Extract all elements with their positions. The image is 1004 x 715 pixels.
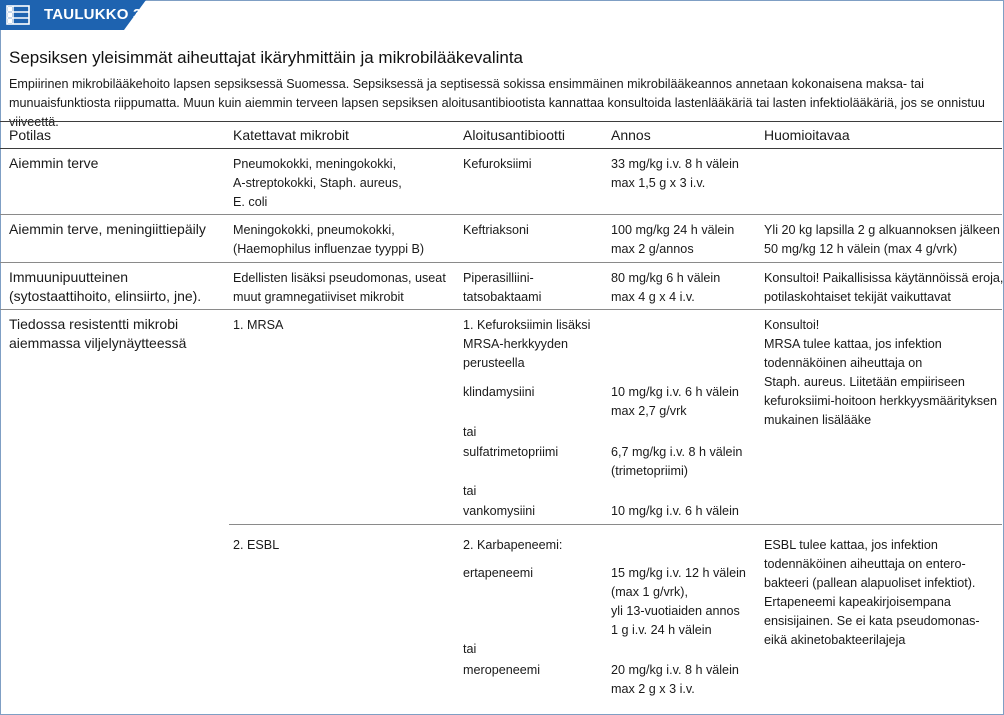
mrsa-notes: Konsultoi! MRSA tulee kattaa, jos infektion todennäköinen aiheuttaja on Staph. aureus. Liitetään empiiriseen kefuroksiimi-hoitoon herkkyysmäärityksen mukainen lisälääke — [764, 318, 998, 427]
header-notes: Huomioitavaa — [764, 127, 850, 143]
row3-dose: 80 mg/kg 6 h välein max 4 g x 4 i.v. — [611, 271, 721, 304]
row2-dose: 100 mg/kg 24 h välein max 2 g/annos — [611, 223, 735, 256]
header-antibiotic: Aloitusantibiootti — [463, 127, 565, 143]
mrsa-dose-2: 6,7 mg/kg i.v. 8 h välein (trimetopriimi) — [611, 445, 743, 478]
mrsa-or-2: tai — [463, 484, 477, 498]
row1-microbes: Pneumokokki, meningokokki, A-streptokokki, Staph. aureus, E. coli — [233, 157, 402, 209]
mrsa-drug-2: sulfatrimetopriimi — [463, 445, 559, 459]
row2-patient: Aiemmin terve, meningiittiepäily — [9, 221, 206, 237]
row2-rule — [0, 262, 1002, 263]
esbl-dose-1: 15 mg/kg i.v. 12 h välein (max 1 g/vrk), yli 13-vuotiaiden annos 1 g i.v. 24 h välein — [611, 566, 746, 637]
esbl-notes: ESBL tulee kattaa, jos infektion todennäköinen aiheuttaja on entero- bakteeri (pallean alapuoliset infektiot). Ertapeneemi kapeakirjoisempana ensisijainen. Se ei kata pseudomonas- eikä akinetobakteerilajeja — [764, 538, 980, 647]
mrsa-antibiotic-intro: 1. Kefuroksiimin lisäksi MRSA-herkkyyden perusteella — [463, 318, 591, 370]
header-patient: Potilas — [9, 127, 52, 143]
table-intro: Empiirinen mikrobilääkehoito lapsen sepsiksessä Suomessa. Sepsiksessä ja septisessä sokissa ensimmäinen mikrobilääkeannos annetaan kokonaisena maksa- tai munuaisfunktiosta riippumatta. Muun kuin aiemmin terveen lapsen sepsiksen aloitusantibiootista kannattaa konsultoida lastenlääkäriä tai lasten infektiolääkäriä, jos se onnistuu viiveettä. — [9, 77, 985, 129]
mrsa-dose-3: 10 mg/kg i.v. 6 h välein — [611, 504, 739, 518]
mrsa-microbe: 1. MRSA — [233, 318, 284, 332]
esbl-microbe: 2. ESBL — [233, 538, 280, 552]
esbl-drug-1: ertapeneemi — [463, 566, 534, 580]
mrsa-rule — [229, 524, 1002, 525]
esbl-dose-2: 20 mg/kg i.v. 8 h välein max 2 g x 3 i.v. — [611, 663, 739, 696]
row1-rule — [0, 214, 1002, 215]
table-tab — [0, 0, 146, 30]
row2-antibiotic: Keftriaksoni — [463, 223, 529, 237]
mrsa-or-1: tai — [463, 425, 477, 439]
mrsa-drug-1: klindamysiini — [463, 385, 535, 399]
row3-patient: Immuunipuutteinen (sytostaattihoito, elinsiirto, jne). — [9, 269, 202, 304]
row3-rule — [0, 309, 1002, 310]
mrsa-drug-3: vankomysiini — [463, 504, 536, 518]
row4-patient: Tiedossa resistentti mikrobi aiemmassa viljelynäytteessä — [9, 316, 187, 351]
esbl-or-1: tai — [463, 642, 477, 656]
row2-notes: Yli 20 kg lapsilla 2 g alkuannoksen jälkeen 50 mg/kg 12 h välein (max 4 g/vrk) — [764, 223, 1000, 256]
row1-dose: 33 mg/kg i.v. 8 h välein max 1,5 g x 3 i.v. — [611, 157, 739, 190]
header-dose: Annos — [611, 127, 651, 143]
header-top-rule — [0, 121, 1002, 122]
row3-notes: Konsultoi! Paikallisissa käytännöissä eroja, potilaskohtaiset tekijät vaikuttavat — [764, 271, 1004, 304]
mrsa-dose-1: 10 mg/kg i.v. 6 h välein max 2,7 g/vrk — [611, 385, 739, 418]
row3-antibiotic: Piperasilliini- tatsobaktaami — [463, 271, 542, 304]
row3-microbes: Edellisten lisäksi pseudomonas, useat muut gramnegatiiviset mikrobit — [233, 271, 446, 304]
table-list-icon — [6, 5, 30, 25]
row1-patient: Aiemmin terve — [9, 155, 99, 171]
tab-label: TAULUKKO 3. — [44, 6, 146, 23]
table-title: Sepsiksen yleisimmät aiheuttajat ikäryhmittäin ja mikrobilääkevalinta — [9, 48, 524, 67]
header-bottom-rule — [0, 148, 1002, 149]
row1-antibiotic: Kefuroksiimi — [463, 157, 532, 171]
row2-microbes: Meningokokki, pneumokokki, (Haemophilus influenzae tyyppi B) — [233, 223, 425, 256]
header-microbes: Katettavat mikrobit — [233, 127, 349, 143]
esbl-antibiotic-intro: 2. Karbapeneemi: — [463, 538, 563, 552]
esbl-drug-2: meropeneemi — [463, 663, 541, 677]
